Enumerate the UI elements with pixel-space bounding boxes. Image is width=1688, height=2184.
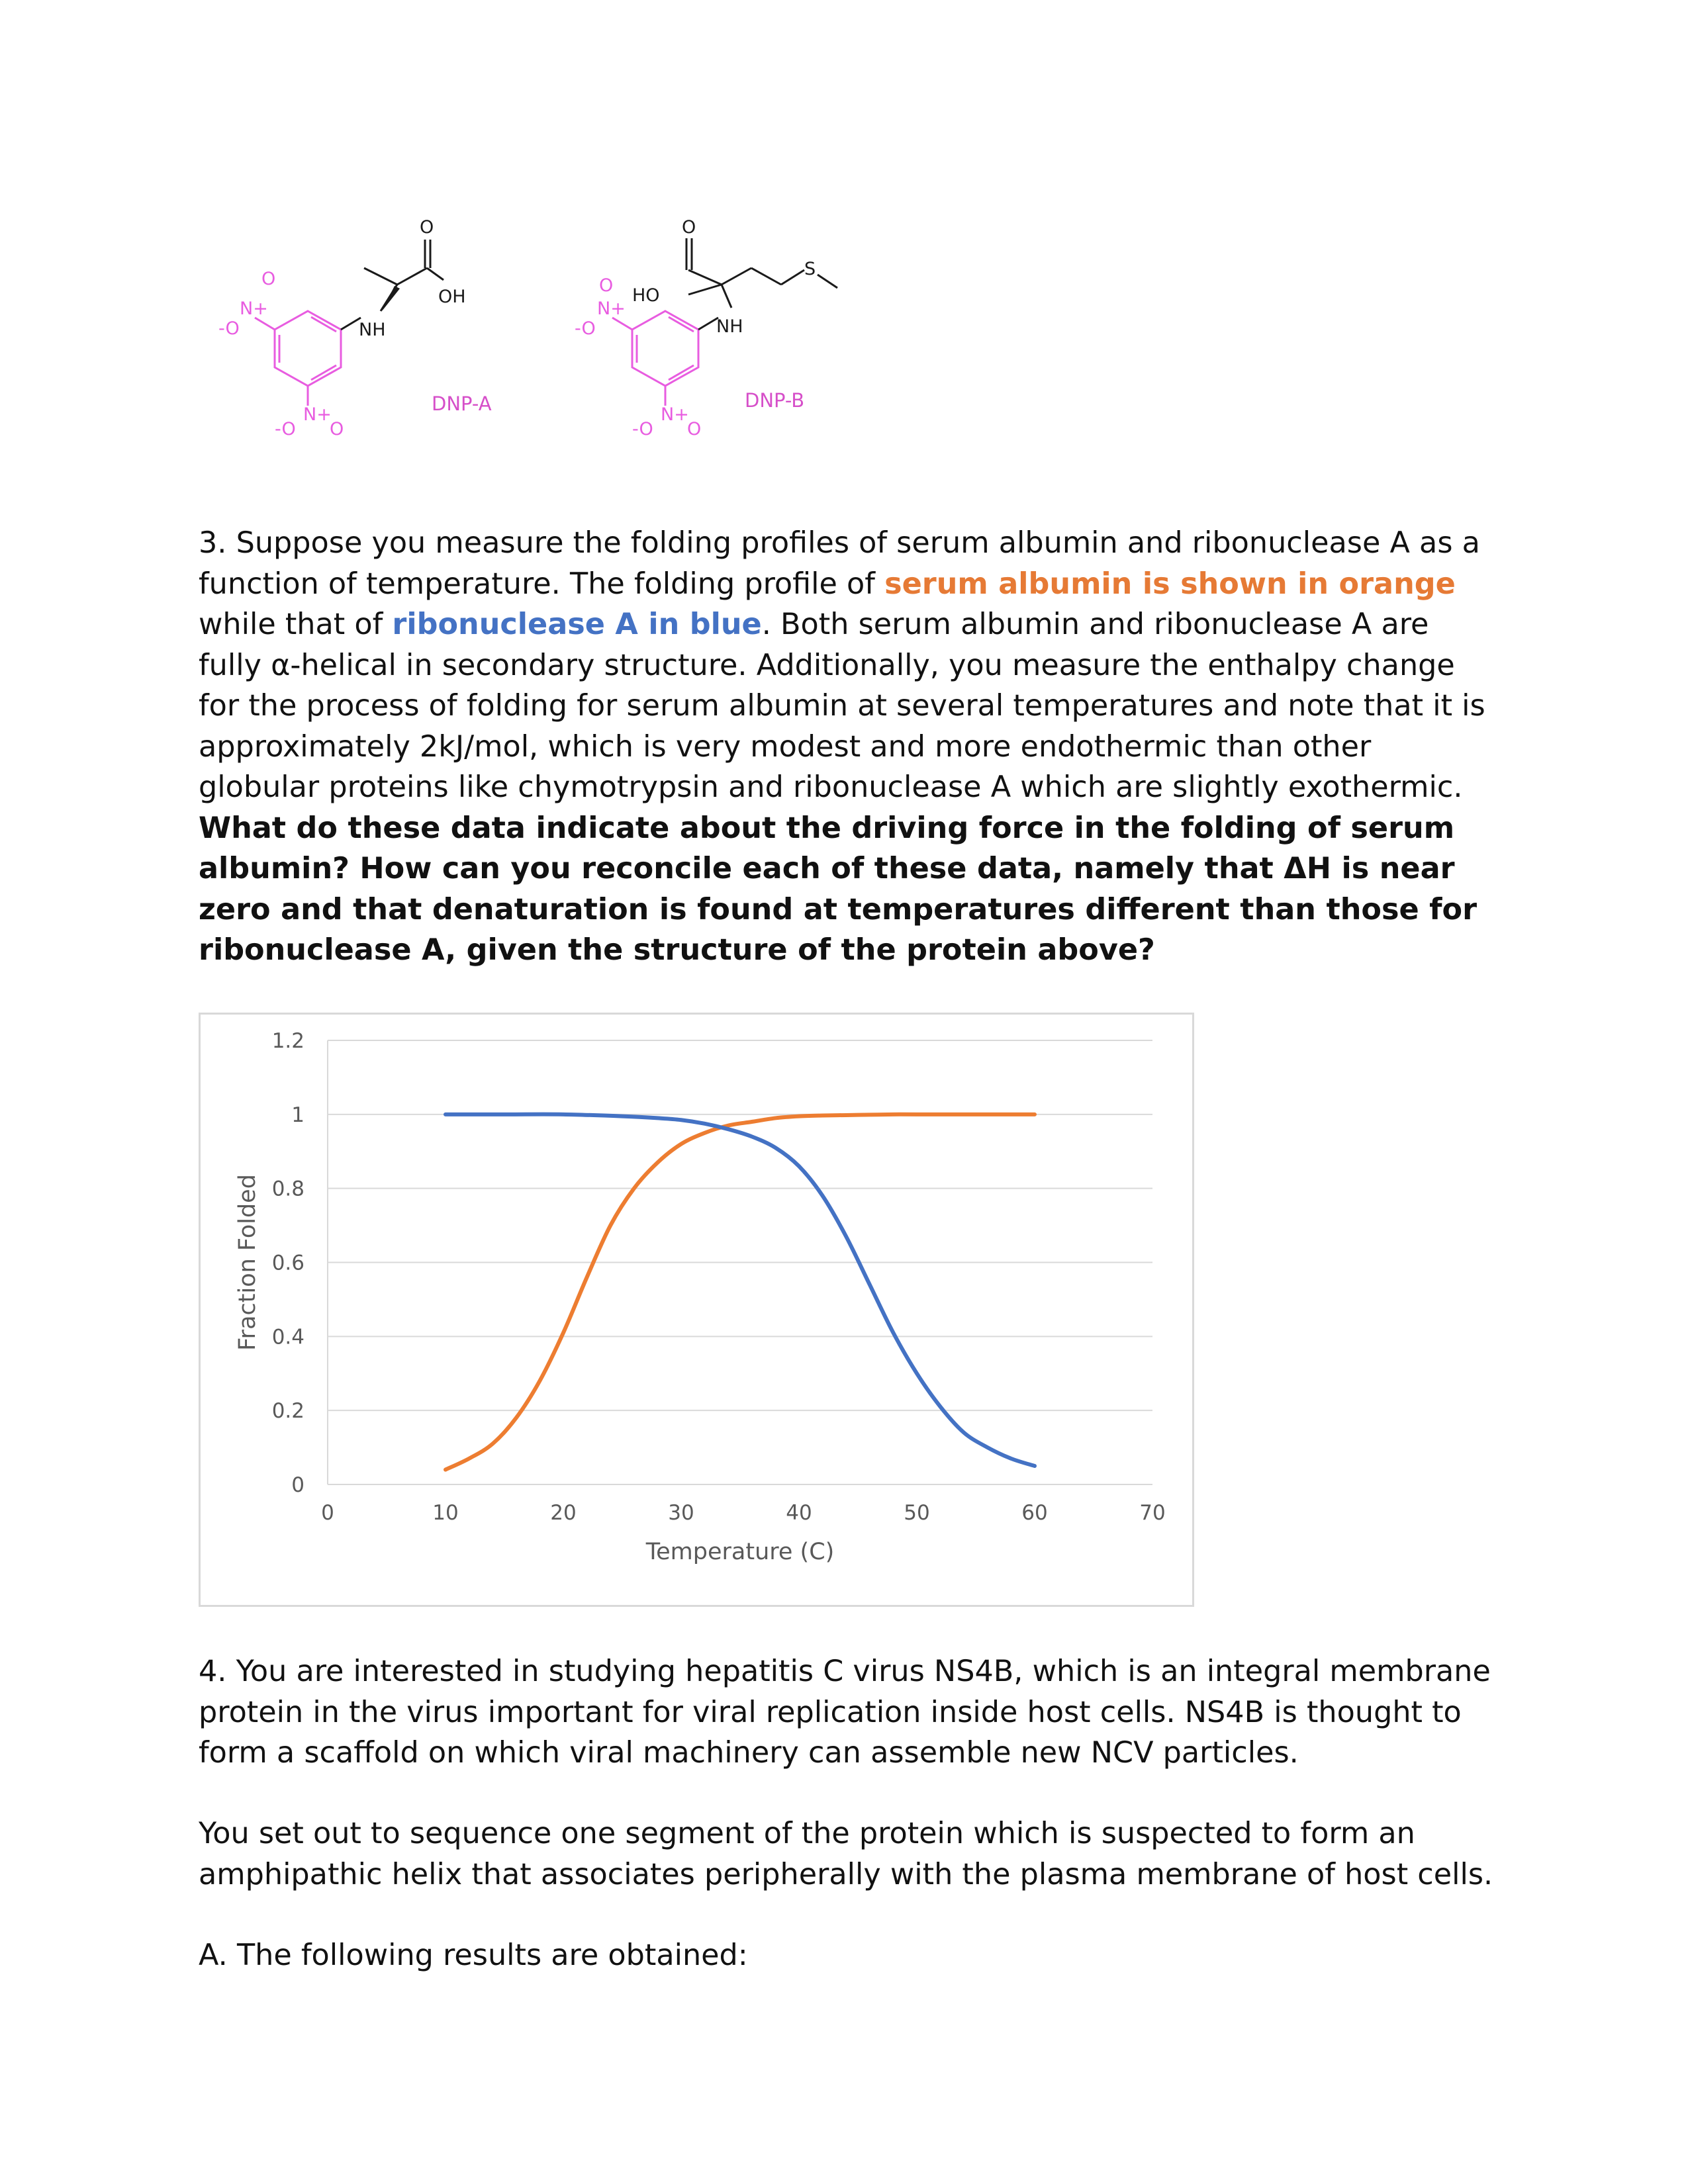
folding-chart	[199, 1013, 1194, 1607]
mol-a-nitro1-n: N+	[240, 298, 268, 319]
q3-text-1: 3. Suppose you measure the folding profiles of serum albumin and ribonuclease A as a function of temperature. The folding profile of	[199, 526, 1480, 601]
mol-b-nh: NH	[716, 316, 743, 337]
mol-a-label: DNP-A	[432, 392, 492, 415]
x-tick-label: 10	[432, 1501, 459, 1525]
mol-a-nitro2-n: N+	[303, 404, 332, 425]
mol-a-nitro1-o: O	[261, 269, 276, 289]
q4-part-a-text: A. The following results are obtained:	[199, 1938, 748, 1972]
q4-sequence-paragraph	[199, 1813, 1496, 1895]
mol-b-nitro1-o: O	[599, 275, 614, 296]
y-tick-label: 1	[291, 1103, 305, 1127]
mol-b-nitro2-om: -O	[632, 419, 653, 439]
y-tick-label: 0	[291, 1473, 305, 1497]
x-tick-label: 40	[786, 1501, 812, 1525]
mol-a-carbonyl-o: O	[420, 218, 434, 238]
y-tick-label: 0.8	[271, 1177, 305, 1201]
q3-text-3: . Both serum albumin and ribonuclease A are fully α-helical in secondary structure. Additionally, you measure the enthalpy change for the process of folding for serum albumin at several temperatures and note that it is approximately 2kJ/mol, which is very modest and more endothermic than other globular proteins like chymotrypsin and ribonuclease A which are slightly exothermic.	[199, 608, 1485, 804]
mol-b-carbonyl-o: O	[682, 218, 696, 238]
chart-plot	[201, 1015, 1192, 1605]
x-tick-label: 0	[321, 1501, 334, 1525]
q3-orange-highlight: serum albumin is shown in orange	[884, 567, 1456, 601]
x-tick-label: 30	[668, 1501, 694, 1525]
mol-a-nitro2-o: O	[330, 419, 344, 439]
x-tick-label: 50	[904, 1501, 930, 1525]
molecule-dnp-a	[218, 218, 492, 439]
x-axis-title: Temperature (C)	[645, 1539, 835, 1565]
y-axis-title: Fraction Folded	[234, 1174, 261, 1351]
chemical-structures	[185, 218, 847, 483]
y-tick-label: 0.2	[271, 1399, 305, 1424]
mol-b-nitro1-n: N+	[597, 298, 626, 319]
y-tick-label: 0.6	[271, 1251, 305, 1275]
q4-sequence: You set out to sequence one segment of the protein which is suspected to form an amphipathic helix that associates peripherally with the plasma membrane of host cells.	[199, 1817, 1493, 1891]
x-tick-label: 20	[550, 1501, 577, 1525]
mol-b-s: S	[804, 259, 816, 279]
mol-b-label: DNP-B	[745, 389, 805, 412]
x-tick-label: 60	[1021, 1501, 1048, 1525]
series-line-ribonuclease-A	[445, 1115, 1035, 1466]
mol-a-oh: OH	[438, 287, 466, 307]
mol-b-nitro1-om: -O	[575, 318, 596, 339]
mol-b-ho: HO	[632, 285, 660, 306]
y-tick-label: 0.4	[271, 1325, 305, 1349]
question-3	[199, 523, 1496, 971]
mol-a-nitro2-om: -O	[275, 419, 296, 439]
mol-a-nitro1-om: -O	[218, 318, 240, 339]
mol-b-nitro2-n: N+	[661, 404, 689, 425]
q3-bold-question: What do these data indicate about the driving force in the folding of serum albumin? How can you reconcile each of these data, namely that ΔH is near zero and that denaturation is found at temperatures different than those for ribonuclease A, given the structure of the protein above?	[199, 811, 1477, 967]
q4-intro: 4. You are interested in studying hepatitis C virus NS4B, which is an integral membrane protein in the virus important for viral replication inside host cells. NS4B is thought to form a scaffold on which viral machinery can assemble new NCV particles.	[199, 1655, 1491, 1770]
x-tick-label: 70	[1139, 1501, 1166, 1525]
molecule-dnp-b	[575, 218, 837, 439]
mol-b-nitro2-o: O	[687, 419, 702, 439]
q3-blue-highlight: ribonuclease A in blue	[392, 608, 762, 641]
q3-text-2: while that of	[199, 608, 393, 641]
y-tick-label: 1.2	[271, 1029, 305, 1053]
mol-a-nh: NH	[359, 320, 386, 340]
q4-part-a	[199, 1935, 1496, 1976]
question-4	[199, 1651, 1496, 1774]
